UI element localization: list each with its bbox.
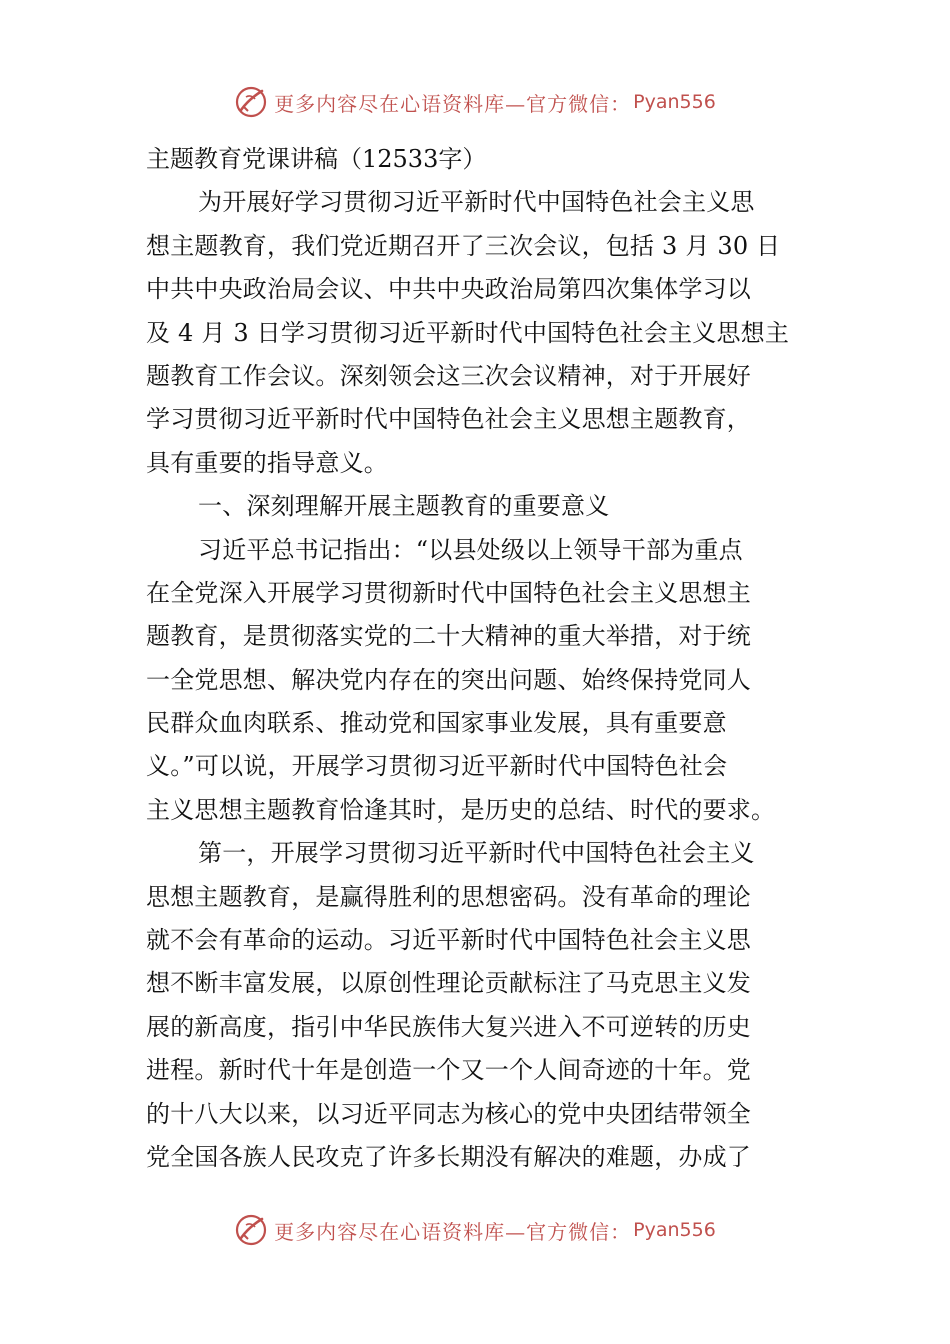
watermark-text: 更多内容尽在心语资料库—官方微信： <box>274 91 632 116</box>
pen-circle-logo-icon <box>234 1213 268 1247</box>
paragraph-line: 想主题教育，我们党近期召开了三次会议，包括 3 月 30 日 <box>146 231 781 260</box>
paragraph-line: 思想主题教育，是赢得胜利的思想密码。没有革命的理论 <box>146 882 751 911</box>
paragraph-line: 学习贯彻习近平新时代中国特色社会主义思想主题教育， <box>146 405 751 434</box>
paragraph-line: 党全国各族人民攻克了许多长期没有解决的难题，办成了 <box>146 1142 751 1171</box>
pen-circle-logo-icon <box>234 85 268 119</box>
paragraph-line: 就不会有革命的运动。习近平新时代中国特色社会主义思 <box>146 926 751 955</box>
paragraph-line: 想不断丰富发展，以原创性理论贡献标注了马克思主义发 <box>146 969 751 998</box>
paragraph-line: 习近平总书记指出：“以县处级以上领导干部为重点 <box>198 535 743 564</box>
paragraph-line: 主义思想主题教育恰逢其时，是历史的总结、时代的要求。 <box>146 795 776 824</box>
document-title: 主题教育党课讲稿（12533字） <box>146 145 487 173</box>
header-watermark-banner <box>0 82 950 122</box>
paragraph-line: 题教育工作会议。深刻领会这三次会议精神，对于开展好 <box>146 361 751 390</box>
paragraph-line: 民群众血肉联系、推动党和国家事业发展，具有重要意 <box>146 709 727 738</box>
paragraph-line: 在全党深入开展学习贯彻新时代中国特色社会主义思想主 <box>146 578 751 607</box>
footer-watermark-banner <box>0 1210 950 1250</box>
paragraph-line: 为开展好学习贯彻习近平新时代中国特色社会主义思 <box>198 188 755 217</box>
paragraph-line: 题教育，是贯彻落实党的二十大精神的重大举措，对于统 <box>146 622 751 651</box>
paragraph-line: 的十八大以来，以习近平同志为核心的党中央团结带领全 <box>146 1099 751 1128</box>
watermark-text: 更多内容尽在心语资料库—官方微信： <box>274 1219 632 1244</box>
paragraph-line: 展的新高度，指引中华民族伟大复兴进入不可逆转的历史 <box>146 1012 751 1041</box>
paragraph-line: 进程。新时代十年是创造一个又一个人间奇迹的十年。党 <box>146 1056 751 1085</box>
paragraph-line: 中共中央政治局会议、中共中央政治局第四次集体学习以 <box>146 275 751 304</box>
paragraph-line: 第一，开展学习贯彻习近平新时代中国特色社会主义 <box>198 839 755 868</box>
paragraph-line: 及 4 月 3 日学习贯彻习近平新时代中国特色社会主义思想主 <box>146 318 790 347</box>
watermark-contact: Pyan556 <box>633 91 716 113</box>
paragraph-line: 一全党思想、解决党内存在的突出问题、始终保持党同人 <box>146 665 751 694</box>
paragraph-line: 具有重要的指导意义。 <box>146 448 388 477</box>
watermark-contact: Pyan556 <box>633 1219 716 1241</box>
paragraph-line: 义。”可以说，开展学习贯彻习近平新时代中国特色社会 <box>146 752 728 781</box>
section-heading: 一、深刻理解开展主题教育的重要意义 <box>198 492 610 521</box>
document-body <box>146 138 806 1179</box>
